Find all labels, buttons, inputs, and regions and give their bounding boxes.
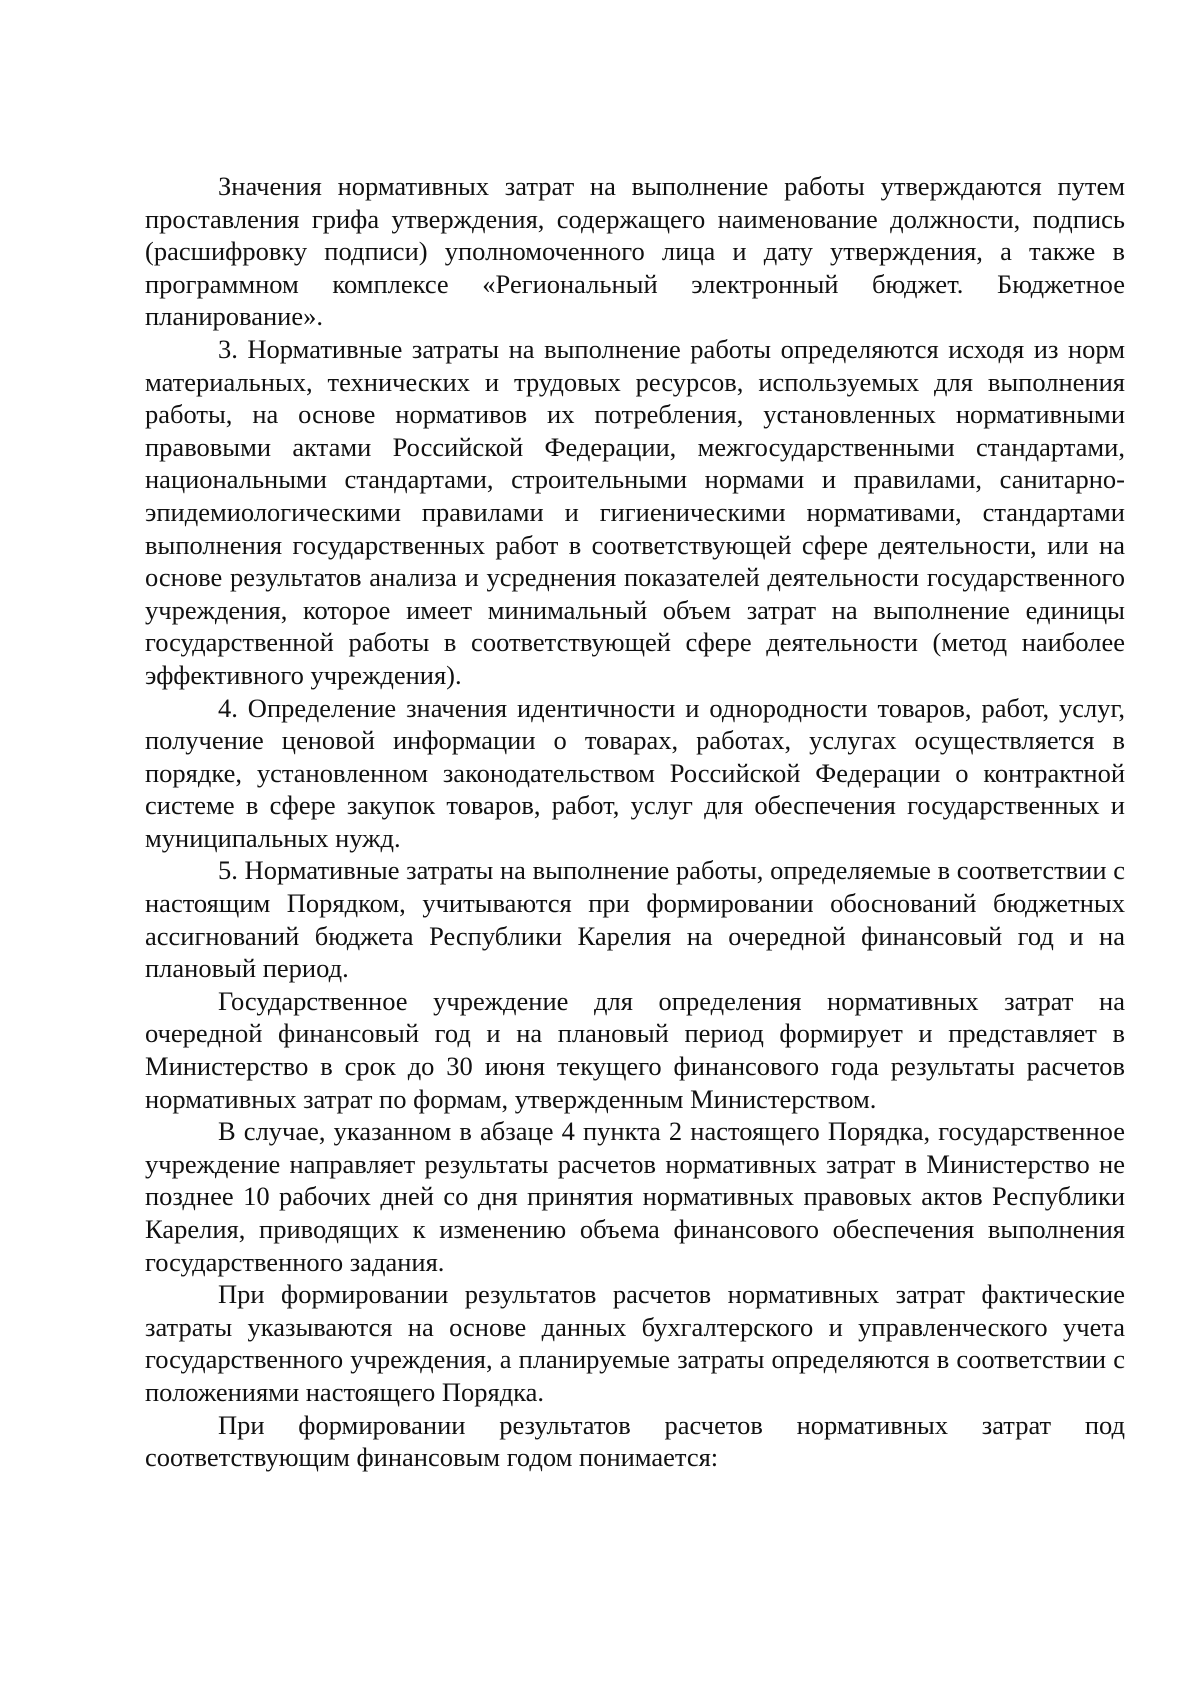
document-body	[145, 170, 1125, 1474]
paragraph-approval: Значения нормативных затрат на выполнение работы утверждаются путем проставления грифа утверждения, содержащего наименование должности, подпись (расшифровку подписи) уполномоченного лица и дату утверждения, а также в программном комплексе «Региональный электронный бюджет. Бюджетное планирование».	[145, 171, 1125, 332]
paragraph-case: В случае, указанном в абзаце 4 пункта 2 настоящего Порядка, государственное учреждение направляет результаты расчетов нормативных затрат в Министерство не позднее 10 рабочих дней со дня принятия нормативных правовых актов Республики Карелия, приводящих к изменению объема финансового обеспечения выполнения государственного задания.	[145, 1116, 1125, 1277]
paragraph-item-3: 3. Нормативные затраты на выполнение работы определяются исходя из норм материальных, технических и трудовых ресурсов, используемых для выполнения работы, на основе нормативов их потребления, установленных нормативными правовыми актами Российской Федерации, межгосударственными стандартами, национальными стандартами, строительными нормами и правилами, санитарно-эпидемиологическими правилами и гигиеническими нормативами, стандартами выполнения государственных работ в соответствующей сфере деятельности, или на основе результатов анализа и усреднения показателей деятельности государственного учреждения, которое имеет минимальный объем затрат на выполнение единицы государственной работы в соответствующей сфере деятельности (метод наиболее эффективного учреждения).	[145, 333, 1125, 690]
paragraph-submission: Государственное учреждение для определения нормативных затрат на очередной финансовый год и на плановый период формирует и представляет в Министерство в срок до 30 июня текущего финансового года результаты расчетов нормативных затрат по формам, утвержденным Министерством.	[145, 985, 1125, 1114]
paragraph-item-4: 4. Определение значения идентичности и однородности товаров, работ, услуг, получение ценовой информации о товарах, работах, услугах осуществляется в порядке, установленном законодательством Российской Федерации о контрактной системе в сфере закупок товаров, работ, услуг для обеспечения государственных и муниципальных нужд.	[145, 692, 1125, 853]
paragraph-actual-costs: При формировании результатов расчетов нормативных затрат фактические затраты указываются на основе данных бухгалтерского и управленческого учета государственного учреждения, а планируемые затраты определяются в соответствии с положениями настоящего Порядка.	[145, 1279, 1125, 1407]
paragraph-financial-year: При формировании результатов расчетов нормативных затрат под соответствующим финансовым годом понимается:	[145, 1409, 1125, 1473]
paragraph-item-5: 5. Нормативные затраты на выполнение работы, определяемые в соответствии с настоящим Порядком, учитываются при формировании обоснований бюджетных ассигнований бюджета Республики Карелия на очередной финансовый год и на плановый период.	[145, 855, 1125, 984]
